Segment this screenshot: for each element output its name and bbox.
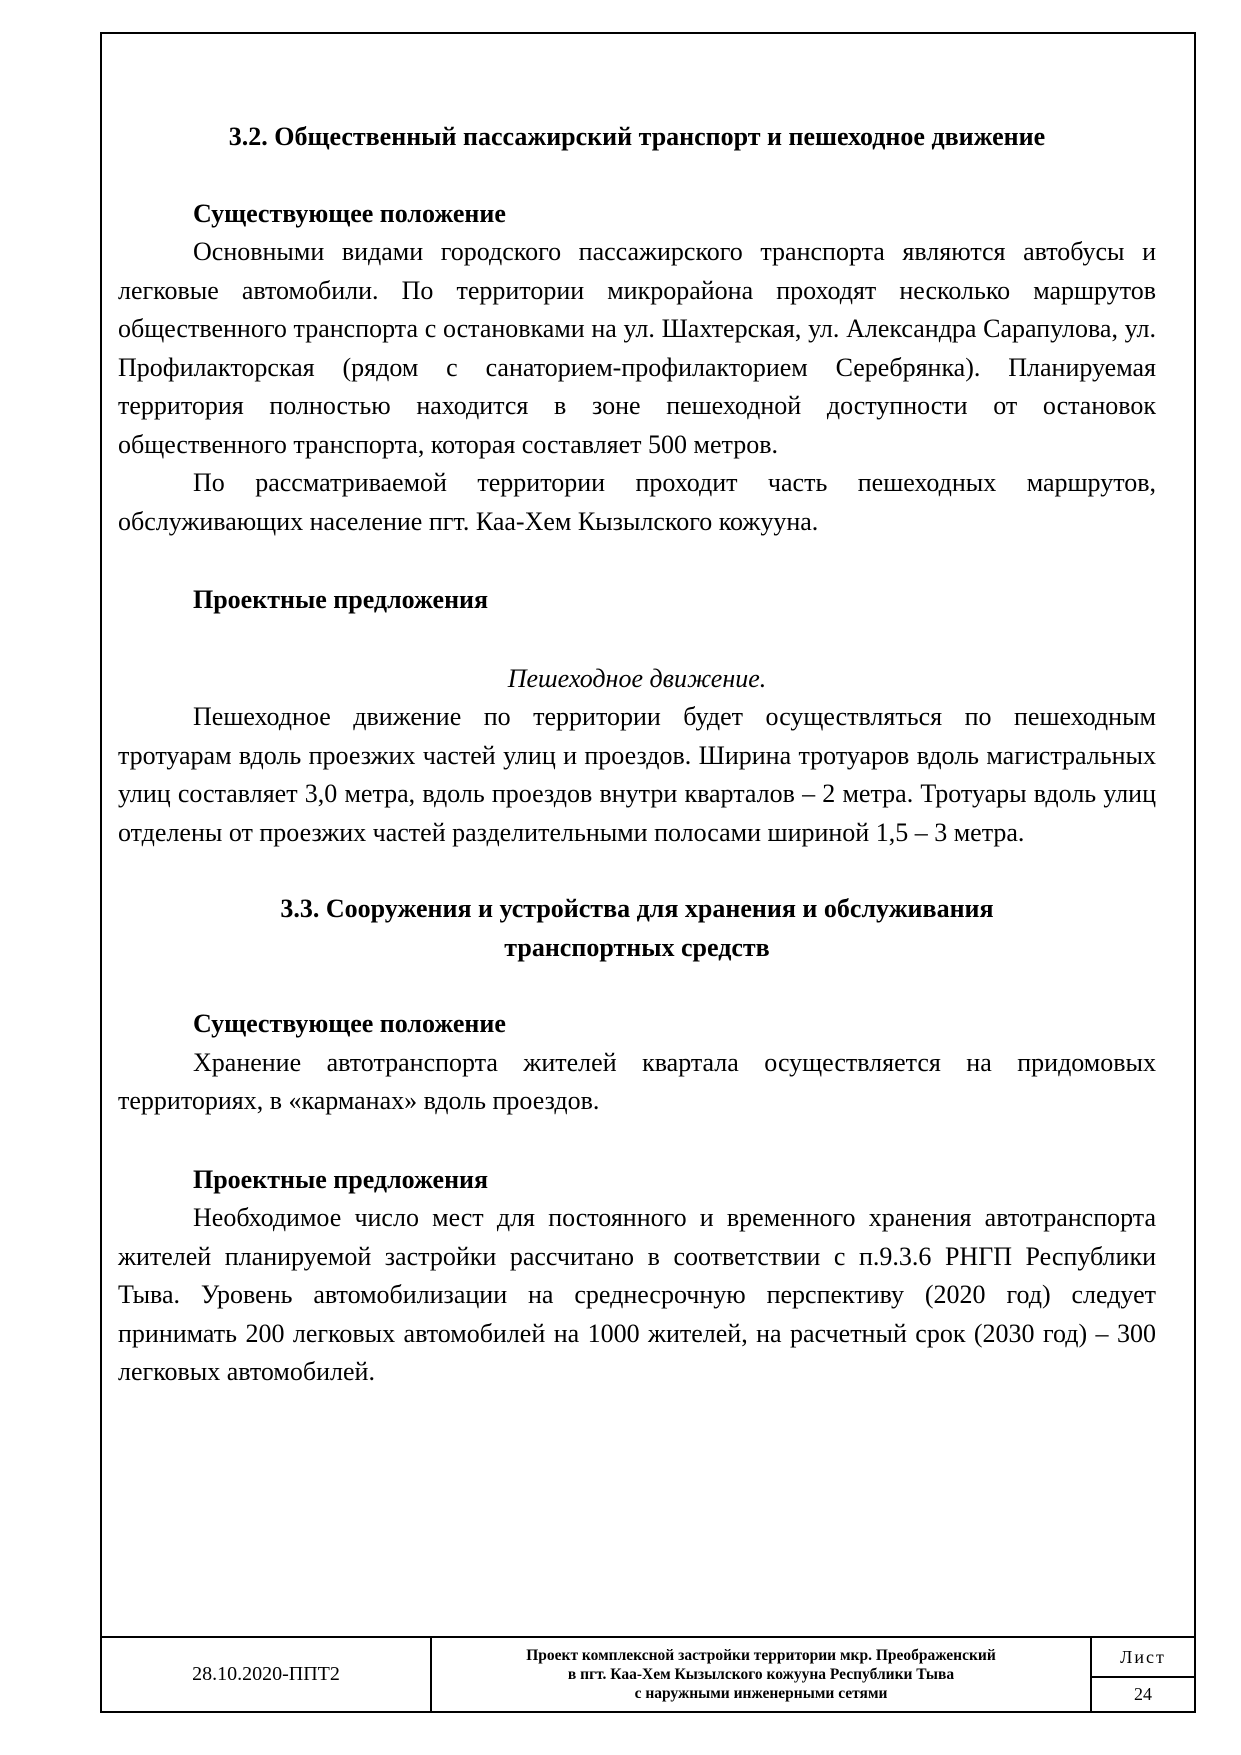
section-3-2-existing-paragraph-2: По рассматриваемой территории проходит часть пешеходных маршрутов, обслуживающих население пгт. Каа-Хем Кызылского кожууна. — [118, 468, 1156, 536]
stamp-title-line-1: Проект комплексной застройки территории мкр. Преображенский — [526, 1647, 996, 1664]
section-3-3-proposals-title: Проектные предложения — [193, 1164, 489, 1194]
section-3-3-existing-title: Существующее положение — [193, 1009, 506, 1038]
pedestrian-subtitle: Пешеходное движение. — [507, 663, 767, 693]
stamp-project-title — [432, 1638, 1092, 1711]
stamp-sheet-cell — [1092, 1638, 1194, 1711]
section-3-3-existing-paragraph: Хранение автотранспорта жителей квартала осуществляется на придомовых территориях, в «карманах» вдоль проездов. — [118, 1047, 1156, 1115]
document-body — [118, 118, 1156, 1392]
section-3-2-heading: 3.2. Общественный пассажирский транспорт и пешеходное движение — [228, 122, 1046, 151]
title-block-stamp — [100, 1636, 1196, 1713]
section-3-2-proposals-title: Проектные предложения — [193, 585, 489, 614]
section-3-3-proposals-paragraph: Необходимое число мест для постоянного и временного хранения автотранспорта жителей планируемой застройки рассчитано в соответствии с п.9.3.6 РНГП Республики Тыва. Уровень автомобилизации на среднесрочную перспективу (2020 год) следует принимать 200 легковых автомобилей на 1000 жителей, на расчетный срок (2030 год) – 300 легковых автомобилей. — [118, 1203, 1156, 1386]
stamp-sheet-label: Лист — [1092, 1638, 1194, 1678]
section-3-2-existing-paragraph-1: Основными видами городского пассажирского транспорта являются автобусы и легковые автомобили. По территории микрорайона проходят несколько маршрутов общественного транспорта с остановками на ул. Шахтерская, ул. Александра Сарапулова, ул. Профилакторская (рядом с санаторием-профилакторием Серебрянка). Планируемая территория полностью находится в зоне пешеходной доступности от остановок общественного транспорта, которая составляет 500 метров. — [118, 237, 1156, 459]
section-3-2-existing-title: Существующее положение — [193, 198, 506, 228]
section-3-3-heading-line-1: 3.3. Сооружения и устройства для хранения и обслуживания — [280, 894, 994, 923]
stamp-title-line-3: с наружными инженерными сетями — [634, 1685, 888, 1702]
section-3-2-proposals-paragraph: Пешеходное движение по территории будет осуществляться по пешеходным тротуарам вдоль проезжих частей улиц и проездов. Ширина тротуаров вдоль магистральных улиц составляет 3,0 метра, вдоль проездов внутри кварталов – 2 метра. Тротуары вдоль улиц отделены от проезжих частей разделительными полосами шириной 1,5 – 3 метра. — [118, 702, 1156, 847]
section-3-3-heading-line-2: транспортных средств — [504, 932, 770, 962]
stamp-title-line-2: в пгт. Каа-Хем Кызылского кожууна Республики Тыва — [567, 1666, 955, 1683]
stamp-document-code: 28.10.2020-ППТ2 — [102, 1638, 432, 1711]
stamp-sheet-number: 24 — [1134, 1684, 1152, 1704]
